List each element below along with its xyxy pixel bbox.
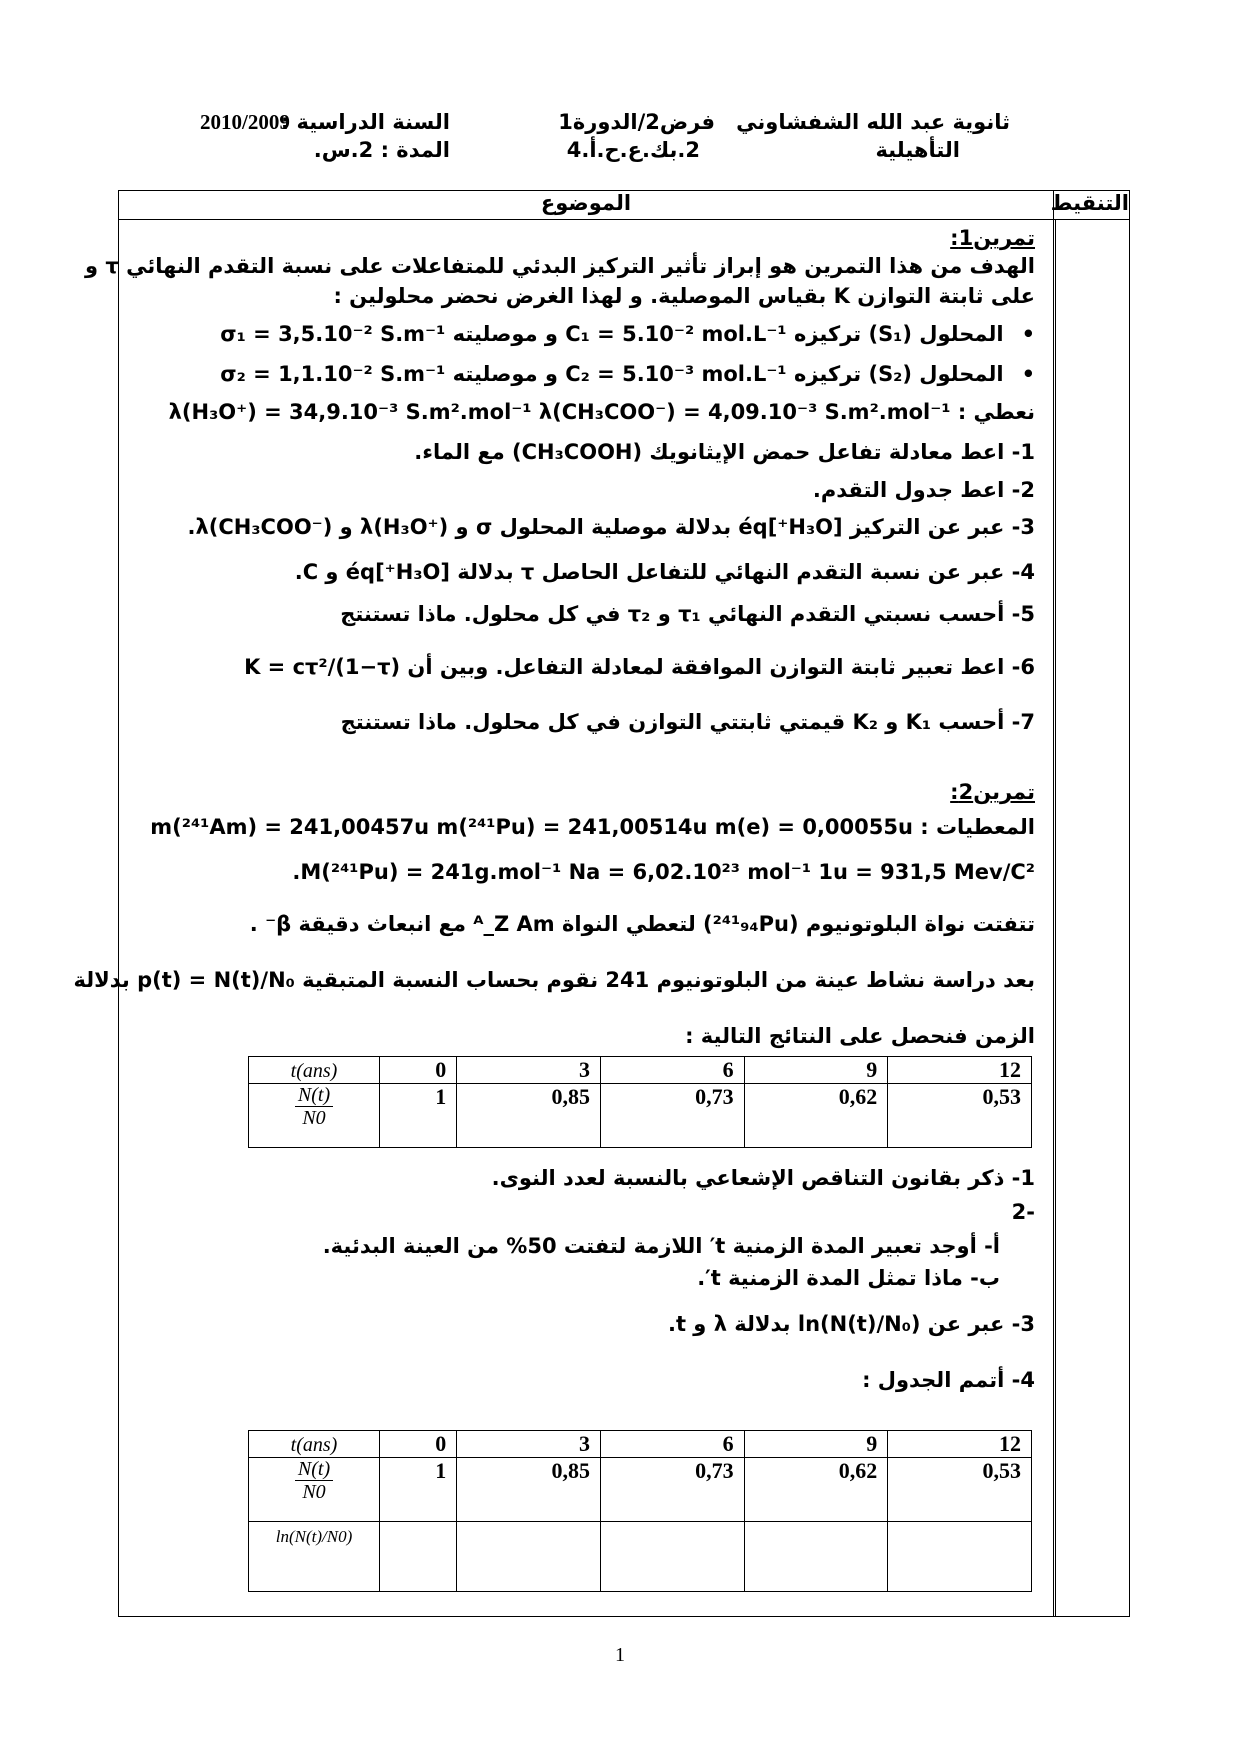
exercise2-q2a: أ- أوجد تعبير المدة الزمنية t′ اللازمة لتفتت 50% من العينة البدئية. [322, 1234, 1000, 1258]
exercise2-q2b: ب- ماذا تمثل المدة الزمنية t′. [697, 1266, 1000, 1290]
exercise1-q7: 7- أحسب K₁ و K₂ قيمتي ثابتتي التوازن في كل محلول. ماذا تستنتج [340, 710, 1035, 734]
table-cell: 9 [744, 1057, 888, 1084]
table-cell: 0 [380, 1431, 457, 1458]
exercise2-title: تمرين2: [950, 780, 1035, 804]
exercise1-title: تمرين1: [950, 226, 1035, 250]
table-cell: 12 [888, 1057, 1032, 1084]
exercise2-q1: 1- ذكر بقانون التناقص الإشعاعي بالنسبة لعدد النوى. [491, 1166, 1035, 1190]
completion-table [248, 1430, 1032, 1592]
table-cell: 3 [457, 1057, 601, 1084]
table-cell: 0,53 [888, 1458, 1032, 1522]
table-empty-cell[interactable] [457, 1522, 601, 1592]
exercise2-q3: 3- عبر عن ln(N(t)/N₀) بدلالة λ و t. [667, 1312, 1035, 1336]
table-cell: 0,73 [600, 1084, 744, 1148]
exercise2-q2: -2 [1011, 1200, 1035, 1224]
exercise1-intro2: على ثابتة التوازن K بقياس الموصلية. و لهذا الغرض نحضر محلولين : [333, 284, 1035, 308]
exercise1-q1: 1- اعط معادلة تفاعل حمض الإيثانويك (CH₃COOH) مع الماء. [414, 440, 1035, 464]
table-row [249, 1522, 1032, 1592]
level-label: 2.بك.ع.ح.أ.4 [566, 138, 700, 162]
table-cell: 1 [380, 1458, 457, 1522]
table-row [249, 1057, 1032, 1084]
table-row [249, 1431, 1032, 1458]
school-sub: التأهيلية [875, 138, 960, 162]
subject-header: الموضوع [540, 191, 632, 215]
table-cell: 0,62 [744, 1084, 888, 1148]
exercise2-q4: 4- أتمم الجدول : [862, 1368, 1035, 1392]
table-cell: 0 [380, 1057, 457, 1084]
table-header-ratio: $\frac{N(t)}{N0}$ [249, 1458, 380, 1522]
table-cell: 6 [600, 1057, 744, 1084]
table-cell: 1 [380, 1084, 457, 1148]
year-value: 2010/2009 [200, 110, 290, 134]
page-number: 1 [615, 1644, 625, 1666]
table-row [249, 1458, 1032, 1522]
table-cell: 3 [457, 1431, 601, 1458]
grading-header: التنقيط [1050, 191, 1129, 215]
table-cell: 0,62 [744, 1458, 888, 1522]
table-header-time: t(ans) [249, 1057, 380, 1084]
exercise2-study2: الزمن فنحصل على النتائج التالية : [685, 1024, 1035, 1048]
exercise1-given: نعطي : λ(H₃O⁺) = 34,9.10⁻³ S.m².mol⁻¹ λ(CH₃COO⁻) = 4,09.10⁻³ S.m².mol⁻¹ [168, 400, 1035, 424]
exercise2-decay: تتفتت نواة البلوتونيوم (²⁴¹₉₄Pu) لتعطي النواة ᴬ_Z Am مع انبعاث دقيقة β⁻ . [249, 912, 1035, 936]
exercise2-data1: المعطيات : m(²⁴¹Am) = 241,00457u m(²⁴¹Pu) = 241,00514u m(e) = 0,00055u [150, 815, 1035, 839]
table-header-ln: ln(N(t)/N0) [249, 1522, 380, 1592]
table-cell: 6 [600, 1431, 744, 1458]
exercise1-q3: 3- عبر عن التركيز [H₃O⁺]éq بدلالة موصلية المحلول σ و λ(H₃O⁺) و λ(CH₃COO⁻). [187, 515, 1035, 539]
year-label: السنة الدراسية : [280, 110, 450, 134]
exercise1-q4: 4- عبر عن نسبة التقدم النهائي للتفاعل الحاصل τ بدلالة [H₃O⁺]éq و C. [294, 560, 1035, 584]
table-empty-cell[interactable] [888, 1522, 1032, 1592]
table-empty-cell[interactable] [744, 1522, 888, 1592]
table-cell: 0,85 [457, 1458, 601, 1522]
table-cell: 12 [888, 1431, 1032, 1458]
exercise1-solution2: •المحلول (S₂) تركيزه C₂ = 5.10⁻³ mol.L⁻¹ و موصليته σ₂ = 1,1.10⁻² S.m⁻¹ [220, 362, 1035, 386]
table-empty-cell[interactable] [380, 1522, 457, 1592]
exercise1-q6: 6- اعط تعبير ثابتة التوازن الموافقة لمعادلة التفاعل. وبين أن K = cτ²/(1−τ) [244, 655, 1035, 679]
school-name: ثانوية عبد الله الشفشاوني [736, 110, 1010, 134]
duration: المدة : 2.س. [313, 138, 450, 162]
table-cell: 9 [744, 1431, 888, 1458]
table-header-ratio: $\frac{N(t)}{N0}$ [249, 1084, 380, 1148]
exam-label: فرض2/الدورة1 [558, 110, 715, 134]
exercise2-study1: بعد دراسة نشاط عينة من البلوتونيوم 241 نقوم بحساب النسبة المتبقية p(t) = N(t)/N₀ بدلالة [73, 968, 1035, 992]
exercise2-data2: M(²⁴¹Pu) = 241g.mol⁻¹ Na = 6,02.10²³ mol⁻¹ 1u = 931,5 Mev/C². [292, 860, 1035, 884]
table-empty-cell[interactable] [600, 1522, 744, 1592]
table-cell: 0,85 [457, 1084, 601, 1148]
results-table [248, 1056, 1032, 1148]
table-header-time: t(ans) [249, 1431, 380, 1458]
exercise1-q2: 2- اعط جدول التقدم. [812, 478, 1035, 502]
exercise1-q5: 5- أحسب نسبتي التقدم النهائي τ₁ و τ₂ في كل محلول. ماذا تستنتج [340, 602, 1035, 626]
exercise1-solution1: •المحلول (S₁) تركيزه C₁ = 5.10⁻² mol.L⁻¹ و موصليته σ₁ = 3,5.10⁻² S.m⁻¹ [220, 322, 1035, 346]
table-row [249, 1084, 1032, 1148]
table-cell: 0,73 [600, 1458, 744, 1522]
exercise1-intro1: الهدف من هذا التمرين هو إبراز تأثير التركيز البدئي للمتفاعلات على نسبة التقدم النهائي τ و [85, 254, 1035, 278]
table-cell: 0,53 [888, 1084, 1032, 1148]
